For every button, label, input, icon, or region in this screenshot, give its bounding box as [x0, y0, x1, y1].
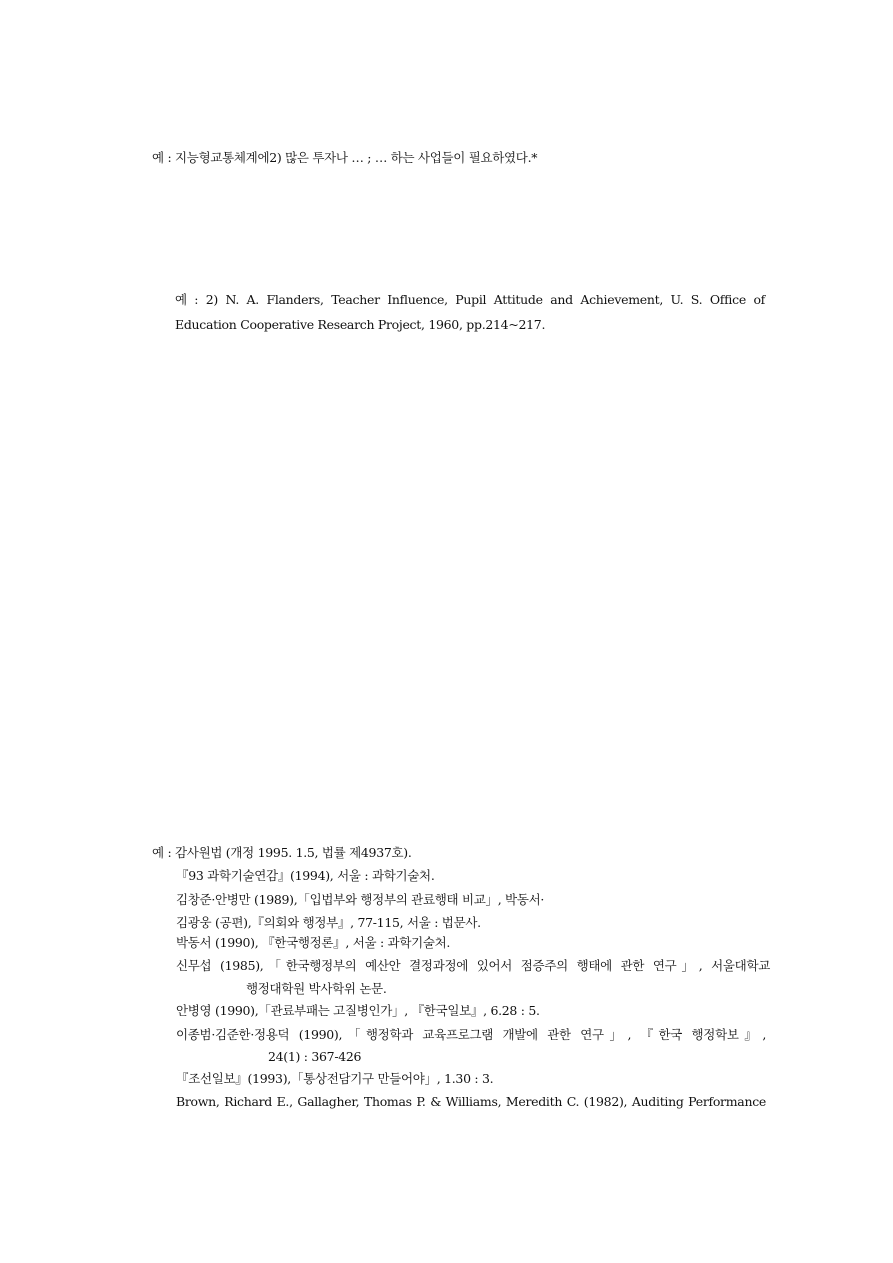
reference-line-3: 김창준·안병만 (1989),「입법부와 행정부의 관료행태 비교」, 박동서· [176, 892, 545, 907]
reference-line-11: 『조선일보』(1993),「통상전담기구 만들어야」, 1.30 : 3. [176, 1071, 494, 1086]
reference-line-6: 신무섭 (1985),「한국행정부의 예산안 결정과정에 있어서 점증주의 행태에 관한 연구」, 서울대학교 [176, 958, 770, 973]
reference-line-8: 안병영 (1990),「관료부패는 고질병인가」, 『한국일보』, 6.28 : 5. [176, 1003, 540, 1018]
example-footnote-line-2: Education Cooperative Research Project, 1960, pp.214~217. [175, 317, 546, 332]
reference-line-4: 김광웅 (공편),『의회와 행정부』, 77-115, 서울 : 법문사. [176, 915, 481, 930]
reference-line-7: 행정대학원 박사학위 논문. [246, 981, 387, 996]
reference-line-10: 24(1) : 367-426 [268, 1049, 362, 1064]
example-footnote-line-1: 예 : 2) N. A. Flanders, Teacher Influence, Pupil Attitude and Achievement, U. S. Office of [175, 292, 765, 307]
reference-line-5: 박동서 (1990), 『한국행정론』, 서울 : 과학기술처. [176, 935, 451, 950]
reference-line-2: 『93 과학기술연감』(1994), 서울 : 과학기술처. [176, 868, 435, 883]
example-inline-text: 예 : 지능형교통체계에2) 많은 투자나 … ; … 하는 사업들이 필요하였다.* [152, 150, 538, 165]
reference-line-9: 이종범·김준한·정용덕 (1990),「행정학과 교육프로그램 개발에 관한 연구」, 『한국 행정학보』, [176, 1027, 766, 1042]
reference-line-1: 예 : 감사원법 (개정 1995. 1.5, 법률 제4937호). [152, 845, 412, 860]
reference-line-12: Brown, Richard E., Gallagher, Thomas P. & Williams, Meredith C. (1982), Auditing Performance [176, 1094, 766, 1109]
